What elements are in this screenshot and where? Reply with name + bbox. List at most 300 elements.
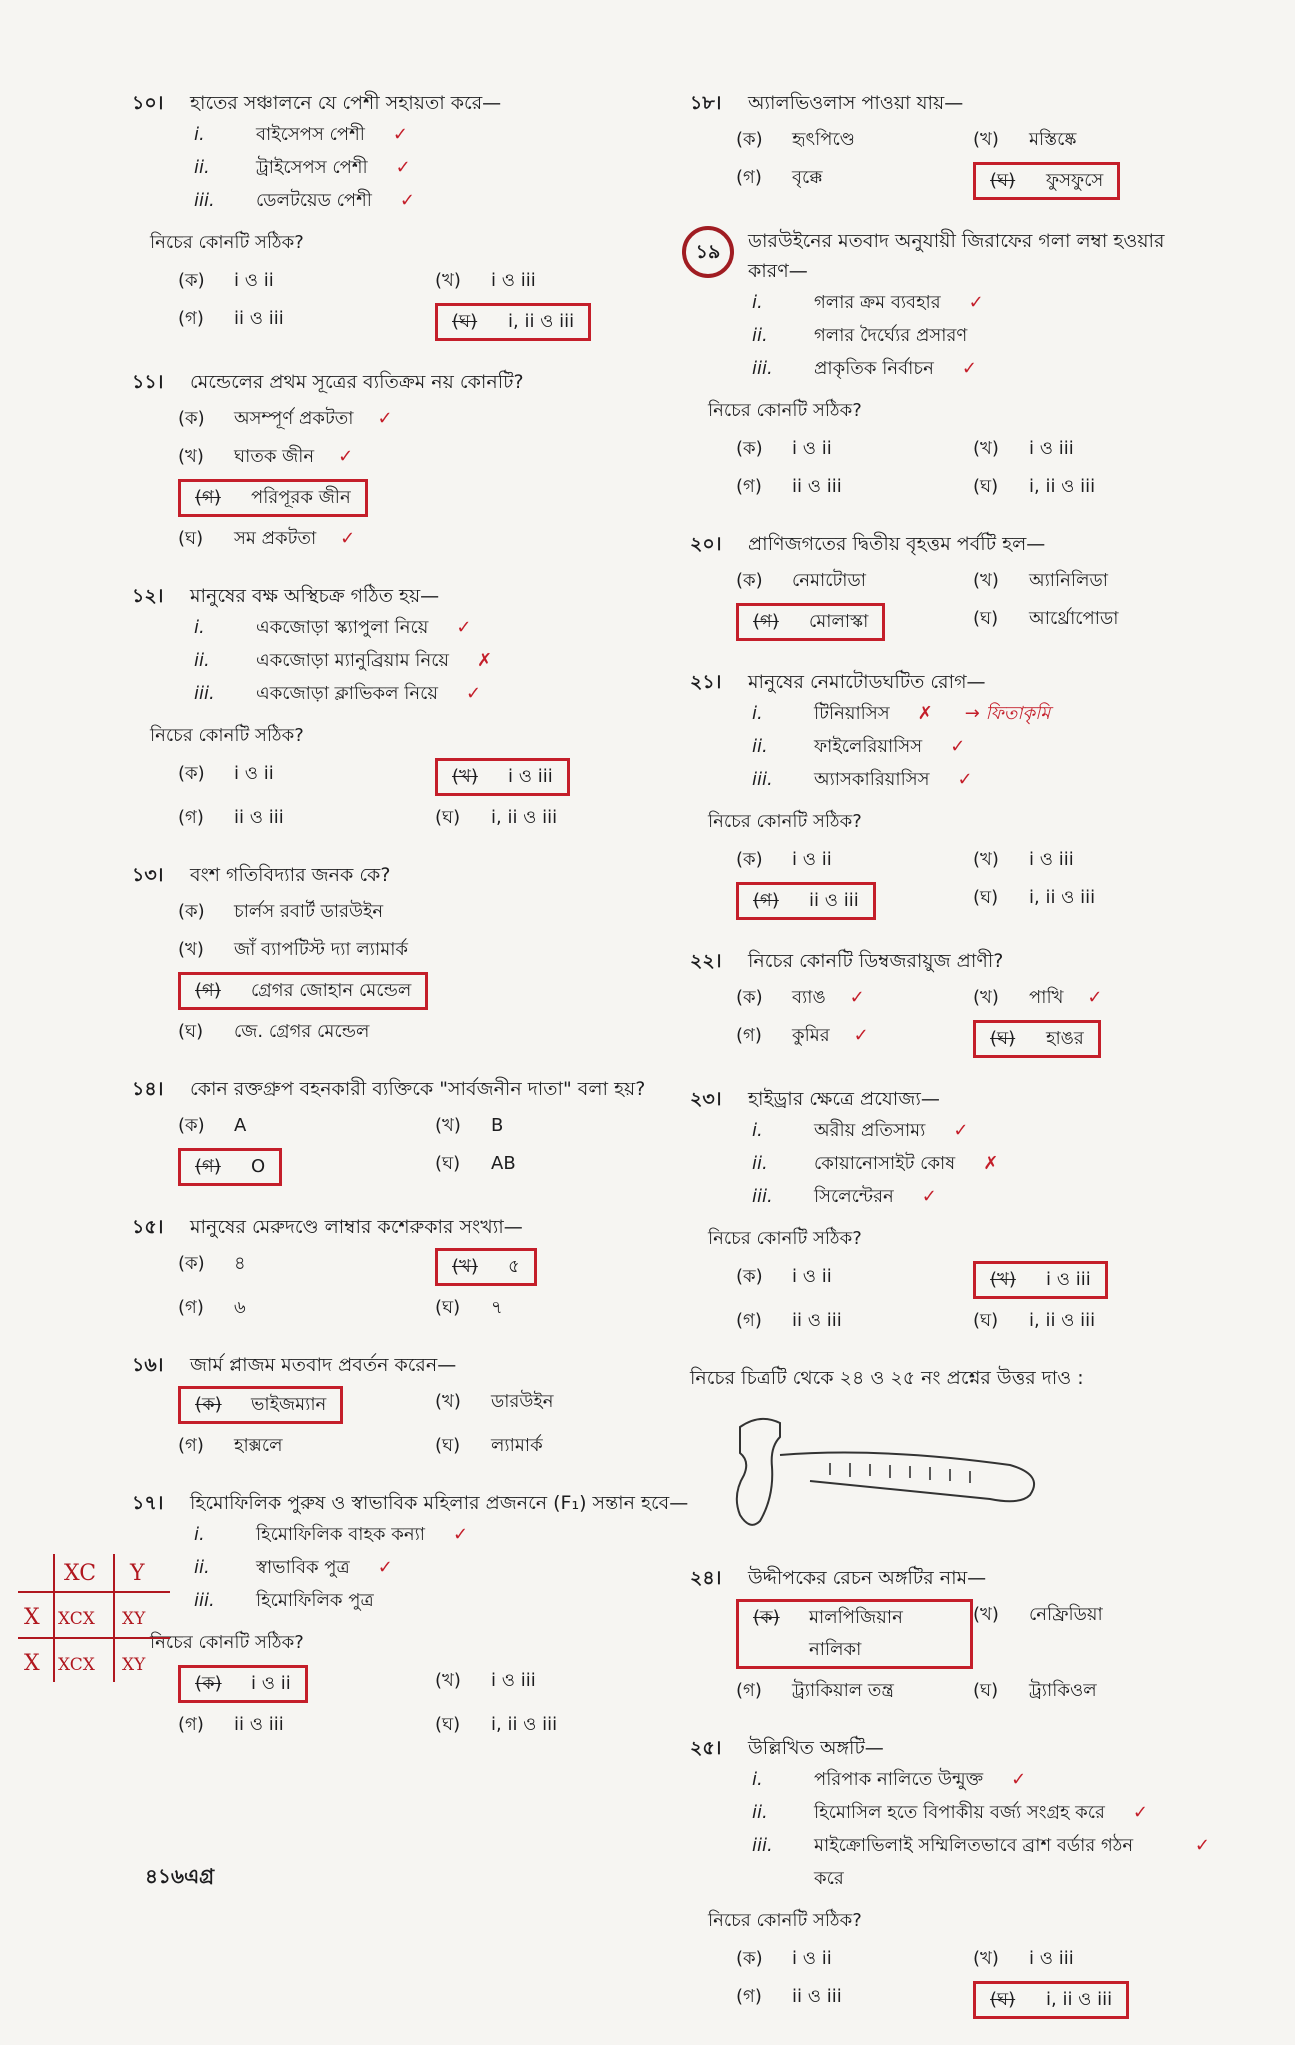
- question-number: ১৭।: [132, 1492, 164, 1514]
- punnett-square: [14, 1548, 174, 1688]
- option-letter: (গ): [195, 980, 221, 1001]
- option-letter: (গ): [736, 1986, 762, 2007]
- option-text: ii ও iii: [234, 1714, 284, 1735]
- option-item[interactable]: [736, 1261, 973, 1299]
- punnett-row2-label: X: [24, 1651, 40, 1676]
- question-block: [690, 946, 1210, 1058]
- option-text: ৫: [508, 1256, 520, 1277]
- statement-text: ফাইলেরিয়াসিস: [814, 736, 923, 757]
- teacher-mark: ✓: [849, 987, 865, 1008]
- option-text: মস্তিষ্কে: [1029, 129, 1077, 150]
- option-item[interactable]: [736, 1305, 973, 1337]
- question-block: [132, 1488, 692, 1741]
- option-text: i ও iii: [1029, 1948, 1074, 1969]
- options-grid: [736, 1599, 1210, 1707]
- option-text: ট্র্যাকিয়াল তন্ত্র: [792, 1680, 894, 1701]
- option-text: কুমির: [792, 1025, 830, 1046]
- question-text: জার্ম প্লাজম মতবাদ প্রবর্তন করেন—: [190, 1354, 457, 1376]
- question-stem: [690, 946, 1210, 976]
- option-letter: (ক): [736, 570, 763, 591]
- option-item[interactable]: [973, 1981, 1210, 2019]
- option-text: i, ii ও iii: [491, 807, 558, 828]
- option-text: মালপিজিয়ান নালিকা: [809, 1607, 903, 1660]
- option-item[interactable]: [178, 896, 692, 928]
- question-number: ২১।: [690, 671, 722, 693]
- option-text: i ও iii: [1029, 438, 1074, 459]
- question-stem: [132, 581, 692, 611]
- answer-box: [435, 303, 591, 341]
- option-item[interactable]: [178, 972, 692, 1010]
- option-text: জে. গ্রেগর মেন্ডেল: [234, 1021, 370, 1042]
- options-grid: [736, 1261, 1210, 1337]
- teacher-mark: ✓: [453, 1524, 469, 1545]
- statement-row: [132, 118, 692, 151]
- teacher-mark: ✓: [1011, 1769, 1027, 1790]
- question-block: [690, 1563, 1210, 1707]
- option-body: [973, 1305, 1095, 1337]
- statement-row: [132, 184, 692, 217]
- option-letter: (ক): [736, 1266, 763, 1287]
- option-body: [178, 523, 316, 555]
- option-body: [973, 1599, 1103, 1669]
- teacher-mark: ✓: [957, 769, 973, 790]
- statement-text: সিলেন্টেরন: [814, 1186, 894, 1207]
- teacher-mark: ✓: [1087, 987, 1103, 1008]
- option-item[interactable]: [736, 882, 973, 920]
- option-item[interactable]: [178, 265, 435, 297]
- option-text: i, ii ও iii: [491, 1714, 558, 1735]
- option-letter: (গ): [736, 1680, 762, 1701]
- option-body: [736, 1943, 832, 1975]
- option-item[interactable]: [435, 265, 692, 297]
- option-body: [973, 124, 1076, 156]
- option-text: হাঙর: [1046, 1028, 1084, 1049]
- option-item[interactable]: [973, 1305, 1210, 1337]
- option-body: [973, 982, 1063, 1014]
- option-item[interactable]: [435, 1386, 692, 1424]
- option-letter: (ঘ): [990, 1989, 1016, 2010]
- option-item[interactable]: [736, 1675, 973, 1707]
- option-item[interactable]: [973, 982, 1210, 1014]
- statement-row: [690, 730, 1210, 763]
- right-column: [690, 88, 1210, 2045]
- malpighian-tubule-figure: [710, 1407, 1070, 1537]
- option-item[interactable]: [973, 844, 1210, 876]
- answer-box: [736, 603, 885, 641]
- statement-roman: i.: [752, 703, 763, 724]
- option-letter: (ঘ): [973, 1310, 999, 1331]
- statement-roman: ii.: [752, 1802, 768, 1823]
- option-letter: (গ): [195, 1156, 221, 1177]
- option-body: [736, 982, 826, 1014]
- question-block: [132, 581, 692, 834]
- statement-roman: iii.: [194, 190, 215, 211]
- question-number: ১৮।: [690, 92, 722, 114]
- statement-roman: ii.: [194, 157, 210, 178]
- question-text: অ্যালভিওলাস পাওয়া যায়—: [748, 92, 964, 114]
- statement-roman: ii.: [752, 736, 768, 757]
- option-body: [736, 1261, 832, 1299]
- option-text: i, ii ও iii: [1046, 1989, 1113, 2010]
- option-item[interactable]: [178, 523, 692, 555]
- option-letter: (ক): [178, 763, 205, 784]
- option-item[interactable]: [178, 1292, 435, 1324]
- option-item[interactable]: [178, 403, 692, 435]
- question-number: ১৪।: [132, 1078, 164, 1100]
- option-letter: (খ): [178, 939, 204, 960]
- option-item[interactable]: [736, 1981, 973, 2019]
- question-stem: [690, 226, 1210, 286]
- question-text: হিমোফিলিক পুরুষ ও স্বাভাবিক মহিলার প্রজননে (F₁) সন্তান হবে—: [190, 1492, 689, 1514]
- answer-box: [178, 1665, 308, 1703]
- option-item[interactable]: [973, 124, 1210, 156]
- statement-text: ট্রাইসেপস পেশী: [256, 157, 368, 178]
- option-item[interactable]: [435, 1430, 692, 1462]
- question-block: [690, 226, 1210, 503]
- option-body: [736, 565, 866, 597]
- option-item[interactable]: [435, 758, 692, 796]
- teacher-mark: ✓: [340, 528, 356, 549]
- teacher-mark: ✓: [1194, 1835, 1210, 1856]
- answer-box: [435, 758, 570, 796]
- statement-roman: iii.: [752, 358, 773, 379]
- option-text: i ও iii: [1029, 849, 1074, 870]
- option-text: i, ii ও iii: [1029, 476, 1096, 497]
- option-letter: (ক): [195, 1673, 222, 1694]
- options-grid: [178, 1110, 692, 1186]
- option-letter: (খ): [452, 1256, 478, 1277]
- option-text: হৃৎপিণ্ডে: [792, 129, 855, 150]
- option-body: [178, 1248, 246, 1286]
- statement-roman: iii.: [752, 1835, 773, 1856]
- option-item[interactable]: [736, 565, 973, 597]
- option-item[interactable]: [736, 471, 973, 503]
- option-text: পাখি: [1029, 987, 1064, 1008]
- option-text: ii ও iii: [792, 1986, 842, 2007]
- question-text: মানুষের বক্ষ অস্থিচক্র গঠিত হয়—: [190, 585, 440, 607]
- option-body: [736, 1305, 842, 1337]
- question-block: [690, 1084, 1210, 1337]
- option-item[interactable]: [178, 1709, 435, 1741]
- statement-row: [132, 677, 692, 710]
- option-body: [736, 1981, 842, 2019]
- option-item[interactable]: [973, 1675, 1210, 1707]
- statement-row: [132, 151, 692, 184]
- option-letter: (গ): [736, 167, 762, 188]
- statement-roman: i.: [194, 1524, 205, 1545]
- options-grid: [736, 844, 1210, 920]
- punnett-header-2: Y: [130, 1561, 145, 1586]
- option-text: i ও ii: [792, 1948, 832, 1969]
- option-item[interactable]: [736, 1020, 973, 1058]
- option-letter: (ঘ): [973, 476, 999, 497]
- question-number: ১২।: [132, 585, 164, 607]
- left-column: [132, 88, 692, 1767]
- option-text: ল্যামার্ক: [491, 1435, 543, 1456]
- statement-roman: ii.: [194, 650, 210, 671]
- question-number: ২০।: [690, 533, 722, 555]
- option-text: ৪: [234, 1253, 246, 1274]
- option-item[interactable]: [435, 1709, 692, 1741]
- option-item[interactable]: [178, 1110, 435, 1142]
- question-stem: [132, 860, 692, 890]
- options-grid: [736, 982, 1210, 1058]
- statement-text: প্রাকৃতিক নির্বাচন: [814, 358, 934, 379]
- option-body: [178, 403, 354, 435]
- question-number: ২৪।: [690, 1567, 722, 1589]
- question-number: ২৩।: [690, 1088, 722, 1110]
- option-letter: (খ): [973, 987, 999, 1008]
- option-letter: (খ): [973, 129, 999, 150]
- options-grid: [178, 1248, 692, 1324]
- option-letter: (খ): [973, 438, 999, 459]
- which-correct-prompt: নিচের কোনটি সঠিক?: [150, 232, 304, 253]
- question-text: মানুষের মেরুদণ্ডে লাম্বার কশেরুকার সংখ্যা—: [190, 1216, 523, 1238]
- option-text: ii ও iii: [809, 890, 859, 911]
- option-item[interactable]: [736, 124, 973, 156]
- option-letter: (ঘ): [990, 170, 1016, 191]
- option-letter: (ক): [736, 438, 763, 459]
- teacher-mark: ✓: [456, 617, 472, 638]
- teacher-mark: ✓: [399, 190, 415, 211]
- option-body: [973, 433, 1074, 465]
- option-letter: (খ): [435, 270, 461, 291]
- option-body: [973, 882, 1095, 920]
- teacher-mark: ✓: [338, 446, 354, 467]
- statement-roman: i.: [752, 1769, 763, 1790]
- option-item[interactable]: [178, 1665, 435, 1703]
- teacher-correction: → ফিতাকৃমি: [964, 703, 1051, 724]
- option-item[interactable]: [178, 303, 435, 341]
- statement-row: [690, 1114, 1210, 1147]
- option-item[interactable]: [973, 1599, 1210, 1669]
- statement-roman: i.: [194, 617, 205, 638]
- option-letter: (ঘ): [435, 1435, 461, 1456]
- which-correct-prompt: নিচের কোনটি সঠিক?: [150, 725, 304, 746]
- options-grid: [178, 1386, 692, 1462]
- option-item[interactable]: [736, 603, 973, 641]
- option-item[interactable]: [973, 603, 1210, 641]
- statement-text: ডেলটয়েড পেশী: [256, 190, 372, 211]
- question-block: [132, 88, 692, 341]
- option-text: জাঁ ব্যাপটিস্ট দ্যা ল্যামার্ক: [234, 939, 409, 960]
- option-item[interactable]: [973, 1261, 1210, 1299]
- option-item[interactable]: [178, 1430, 435, 1462]
- option-text: অসম্পূর্ণ প্রকটতা: [234, 408, 354, 429]
- which-correct-prompt: নিচের কোনটি সঠিক?: [150, 1632, 304, 1653]
- option-text: অ্যানিলিডা: [1029, 570, 1108, 591]
- option-letter: (ঘ): [990, 1028, 1016, 1049]
- question-stem: [690, 88, 1210, 118]
- option-text: নেমাটোডা: [792, 570, 866, 591]
- question-number: ১১।: [132, 371, 164, 393]
- teacher-mark: ✗: [917, 703, 933, 724]
- option-item[interactable]: [178, 802, 435, 834]
- option-item[interactable]: [736, 982, 973, 1014]
- question-block: [132, 1212, 692, 1324]
- answer-box: [435, 1248, 537, 1286]
- option-text: i, ii ও iii: [508, 311, 575, 332]
- option-body: [178, 802, 284, 834]
- option-item[interactable]: [435, 303, 692, 341]
- option-text: ট্র্যাকিওল: [1029, 1680, 1097, 1701]
- answer-box: [178, 1148, 282, 1186]
- option-letter: (ঘ): [435, 1297, 461, 1318]
- option-item[interactable]: [178, 934, 692, 966]
- option-body: [736, 1020, 830, 1058]
- option-body: [736, 1675, 894, 1707]
- statement-text: গলার ক্রম ব্যবহার: [814, 292, 941, 313]
- punnett-header-1: XC: [64, 1561, 97, 1586]
- option-letter: (ঘ): [452, 311, 478, 332]
- option-item[interactable]: [973, 565, 1210, 597]
- answer-box: [178, 1386, 343, 1424]
- option-item[interactable]: [736, 844, 973, 876]
- option-body: [973, 565, 1108, 597]
- question-text: মেন্ডেলের প্রথম সূত্রের ব্যতিক্রম নয় কোনটি?: [190, 371, 524, 393]
- option-body: [736, 844, 832, 876]
- option-item[interactable]: [973, 1020, 1210, 1058]
- option-item[interactable]: [178, 1016, 692, 1048]
- option-body: [973, 1943, 1074, 1975]
- option-text: চার্লস রবার্ট ডারউইন: [234, 901, 384, 922]
- statement-text: অরীয় প্রতিসাম্য: [814, 1120, 926, 1141]
- statement-text: একজোড়া ম্যানুব্রিয়াম নিয়ে: [256, 650, 450, 671]
- option-item[interactable]: [973, 433, 1210, 465]
- question-block: [690, 1363, 1210, 1537]
- option-item[interactable]: [178, 1386, 435, 1424]
- option-letter: (ক): [736, 849, 763, 870]
- option-item[interactable]: [178, 479, 692, 517]
- option-letter: (ঘ): [973, 608, 999, 629]
- option-item[interactable]: [973, 162, 1210, 200]
- option-body: [178, 441, 314, 473]
- question-block: [132, 1074, 692, 1186]
- teacher-mark: ✓: [395, 157, 411, 178]
- option-letter: (ঘ): [435, 1153, 461, 1174]
- option-text: ii ও iii: [234, 807, 284, 828]
- option-letter: (গ): [178, 807, 204, 828]
- option-text: i ও ii: [234, 763, 274, 784]
- question-block: [132, 367, 692, 555]
- option-letter: (খ): [990, 1269, 1016, 1290]
- statement-text: গলার দৈর্ঘ্যের প্রসারণ: [814, 325, 968, 346]
- option-text: সম প্রকটতা: [234, 528, 317, 549]
- option-body: [178, 1016, 369, 1048]
- option-item[interactable]: [973, 882, 1210, 920]
- answer-box: [178, 972, 428, 1010]
- question-stem: [132, 367, 692, 397]
- option-letter: (ক): [178, 1115, 205, 1136]
- option-letter: (ক): [195, 1394, 222, 1415]
- option-text: AB: [491, 1153, 516, 1174]
- option-text: i ও ii: [792, 438, 832, 459]
- statement-roman: ii.: [194, 1557, 210, 1578]
- option-text: i ও iii: [491, 1670, 536, 1691]
- option-text: i ও ii: [234, 270, 274, 291]
- question-stem: [690, 1563, 1210, 1593]
- option-item[interactable]: [736, 162, 973, 200]
- option-text: B: [491, 1115, 504, 1136]
- question-stem: [132, 1074, 692, 1104]
- option-text: ii ও iii: [792, 476, 842, 497]
- option-item[interactable]: [178, 1248, 435, 1286]
- answer-box: [973, 162, 1120, 200]
- option-letter: (ক): [736, 1948, 763, 1969]
- option-item[interactable]: [736, 1599, 973, 1669]
- question-block: [690, 529, 1210, 641]
- teacher-mark: ✗: [477, 650, 493, 671]
- options-grid: [736, 1943, 1210, 2019]
- options-grid: [178, 403, 692, 555]
- punnett-row1-cell2: XY: [122, 1609, 146, 1629]
- statement-text: মাইক্রোভিলাই সম্মিলিতভাবে ব্রাশ বর্ডার গঠন করে: [814, 1835, 1134, 1889]
- option-item[interactable]: [178, 1148, 435, 1186]
- option-item[interactable]: [973, 471, 1210, 503]
- teacher-mark: ✓: [950, 736, 966, 757]
- question-stem: [132, 88, 692, 118]
- option-text: ভাইজম্যান: [251, 1394, 327, 1415]
- question-stem: [690, 1733, 1210, 1763]
- statement-row: [690, 1147, 1210, 1180]
- option-item[interactable]: [435, 1248, 692, 1286]
- option-body: [973, 603, 1118, 641]
- option-item[interactable]: [178, 441, 692, 473]
- punnett-row1-cell1: XCX: [58, 1609, 95, 1629]
- statement-text: একজোড়া স্ক্যাপুলা নিয়ে: [256, 617, 429, 638]
- option-letter: (ঘ): [435, 807, 461, 828]
- option-text: ফুসফুসে: [1046, 170, 1104, 191]
- option-text: হাক্সলে: [234, 1435, 283, 1456]
- option-item[interactable]: [178, 758, 435, 796]
- option-letter: (খ): [452, 766, 478, 787]
- option-item[interactable]: [736, 433, 973, 465]
- punnett-row2-cell2: XY: [122, 1655, 146, 1675]
- option-body: [435, 1148, 516, 1186]
- statement-row: [132, 644, 692, 677]
- option-text: i ও ii: [792, 1266, 832, 1287]
- statement-roman: iii.: [752, 769, 773, 790]
- question-text: হাইড্রার ক্ষেত্রে প্রযোজ্য—: [748, 1088, 940, 1110]
- question-text: মানুষের নেমাটোডঘটিত রোগ—: [748, 671, 986, 693]
- statement-roman: iii.: [194, 683, 215, 704]
- page-footer-label: ৪১৬এগ্র: [145, 1864, 215, 1888]
- statement-text: হিমোফিলিক পুত্র: [256, 1590, 374, 1611]
- option-item[interactable]: [435, 1292, 692, 1324]
- option-item[interactable]: [736, 1943, 973, 1975]
- option-letter: (গ): [736, 1025, 762, 1046]
- option-item[interactable]: [435, 1665, 692, 1703]
- teacher-mark: ✓: [953, 1120, 969, 1141]
- option-letter: (ক): [178, 270, 205, 291]
- option-item[interactable]: [973, 1943, 1210, 1975]
- option-text: গ্রেগর জোহান মেন্ডেল: [251, 980, 412, 1001]
- statement-row: [132, 1518, 692, 1551]
- option-text: মোলাস্কা: [809, 611, 869, 632]
- option-body: [736, 433, 832, 465]
- option-letter: (গ): [753, 611, 779, 632]
- statement-text: কোয়ানোসাইট কোষ: [814, 1153, 956, 1174]
- option-body: [973, 471, 1095, 503]
- option-item[interactable]: [435, 1148, 692, 1186]
- option-letter: (ঘ): [178, 528, 204, 549]
- option-letter: (খ): [973, 849, 999, 870]
- option-body: [435, 802, 557, 834]
- option-item[interactable]: [435, 802, 692, 834]
- option-item[interactable]: [435, 1110, 692, 1142]
- option-body: [178, 1292, 246, 1324]
- options-grid: [178, 265, 692, 341]
